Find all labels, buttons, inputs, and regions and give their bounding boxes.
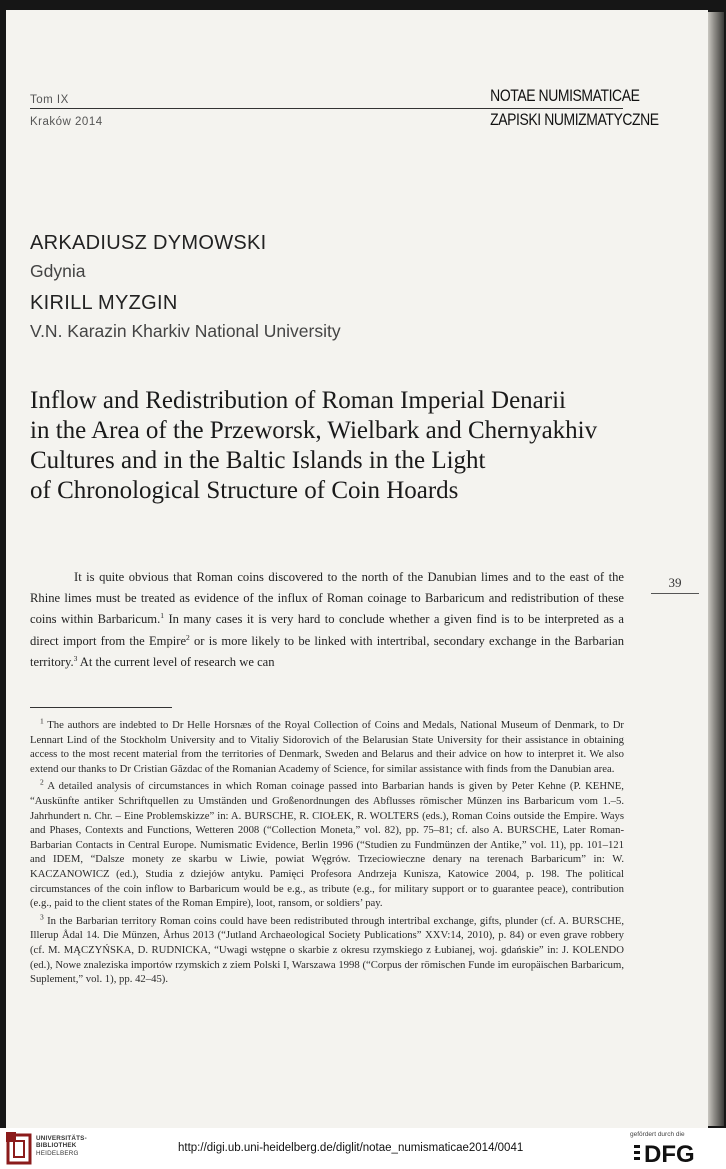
volume-label: Tom IX (30, 94, 69, 106)
funding-note: gefördert durch die (630, 1131, 685, 1138)
permalink-url[interactable]: http://digi.ub.uni-heidelberg.de/diglit/notae_numismaticae2014/0041 (178, 1142, 524, 1154)
page-number: 39 (651, 575, 699, 594)
dfg-logo-icon (634, 1141, 720, 1165)
author-name-2: KIRILL MYZGIN (30, 292, 178, 314)
dfg-logo-text: DFG (644, 1141, 695, 1165)
university-library-name: UNIVERSITÄTS- BIBLIOTHEK HEIDELBERG (36, 1135, 87, 1157)
body-text (30, 567, 624, 673)
title-line: Inflow and Redistribution of Roman Imperial Denarii (30, 387, 566, 414)
document-page (6, 10, 708, 1128)
page-edge-shadow (708, 12, 724, 1126)
footnote: $^2$ A detailed analysis of circumstances in which Roman coinage passed into Barbarian hands is given by Peter Kehne (P. KEHNE, “Auskünfte antiker Schriftquellen zu Umständen und Großenordnungen des Abflusses römischer Münzen ins Barbaricum vom 1.–5. Jahrhundert n. Chr. – Eine Problemskizze” in: A. BURSCHE, R. CIOŁEK, R. WOLTERS (eds.), Roman Coins outside the Empire. Ways and Phases, Contexts and Functions, Wetteren 2008 (“Collection Moneta,” vol. 82), pp. 75–81; cf. also A. BURSCHE, Later Roman-Barbarian Contacts in Central Europe. Numismatic Evidence, Berlin 1996 (“Studien zu Fundmünzen der Antike,” vol. 11), pp. 101–121 and IDEM, “Dalsze monety ze skarbu w Liwie, powiat Węgrów. Trzeciowieczne denary na terenach Barbaricum” in: W. KACZANOWICZ (ed.), Studia z dziejów antyku. Pamięci Profesora Andrzeja Kunisza, Katowice 2004, p. 198. The political circumstances of the coin inflow to Barbaricum would be e.g., as tribute (e.g., for military support or to guarantee peace), contribution (e.g., paid to the client states of the Roman Empire), loot, ransom, or soldiers’ pay. (30, 777, 624, 910)
title-line: in the Area of the Przeworsk, Wielbark and Chernyakhiv (30, 417, 598, 444)
footnote-ref[interactable]: 3 (73, 653, 78, 663)
header-rule (30, 108, 623, 109)
footnote: $^3$ In the Barbarian territory Roman coins could have been redistributed through intertribal exchange, gifts, plunder (cf. A. BURSCHE, Illerup Ådal 14. Die Münzen, Århus 2013 (“Jutland Archaeological Society Publications” XXV:14, 2010), p. 84) or even grave robbery (cf. M. MĄCZYŃSKA, D. RUDNICKA, “Uwagi wstępne o skarbie z okresu rzymskiego z Łubianej, woj. gdańskie” in: J. KOLENDO (ed.), Nowe znaleziska importów rzymskich z ziem Polski I, Warszawa 1998 (“Corpus der römischen Funde im europäischen Barbaricum, Suplement,” vol. 1), pp. 42–45). (30, 912, 625, 986)
article-title (30, 386, 670, 506)
footnote-ref[interactable]: 2 (186, 632, 190, 642)
footnote-number: 1 (40, 716, 44, 726)
footnote-number: 2 (40, 777, 44, 787)
footnote: $^1$ The authors are indebted to Dr Helle Horsnæs of the Royal Collection of Coins and Medals, National Museum of Denmark, to Dr Lennart Lind of the Stockholm University and to Vitaliy Sidorovich of the Belarusian State University for their assistance in obtaining access to the most recent material from the territories of Denmark, Sweden and Belarus and their advice on how to interpret it. We also extend our thanks to Dr Cristian Găzdac of the Romanian Academy of Science, for similar assistance with finds from the Danubian area. (30, 716, 624, 775)
footnote-number: 3 (40, 912, 44, 922)
footnote-rule (30, 707, 172, 708)
journal-title: NOTAE NUMISMATICAE (490, 86, 640, 105)
author-name-1: ARKADIUSZ DYMOWSKI (30, 232, 267, 254)
body-paragraph: It is quite obvious that Roman coins discovered to the north of the Danubian limes and to the east of the Rhine limes must be treated as evidence of the influx of Roman coinage to Barbaricum and redistribution of these coins within Barbaricum.$^1$ In many cases it is very hard to conclude whether a given find is to be interpreted as a direct import from the Empire$^2$ or is more likely to be linked with intertribal, secondary exchange in the Barbarian territory.$^3$ At the current level of research we can (30, 570, 625, 669)
title-line: of Chronological Structure of Coin Hoards (30, 477, 459, 504)
title-line: Cultures and in the Baltic Islands in the Light (30, 447, 486, 474)
author-affiliation-2: V.N. Karazin Kharkiv National University (30, 321, 341, 341)
university-library-logo-icon (6, 1132, 32, 1165)
journal-title-polish: ZAPISKI NUMIZMATYCZNE (490, 110, 659, 129)
footnote-ref[interactable]: 1 (160, 611, 164, 621)
author-affiliation-1: Gdynia (30, 261, 86, 281)
place-year-label: Kraków 2014 (30, 116, 103, 128)
footnotes (30, 718, 624, 990)
